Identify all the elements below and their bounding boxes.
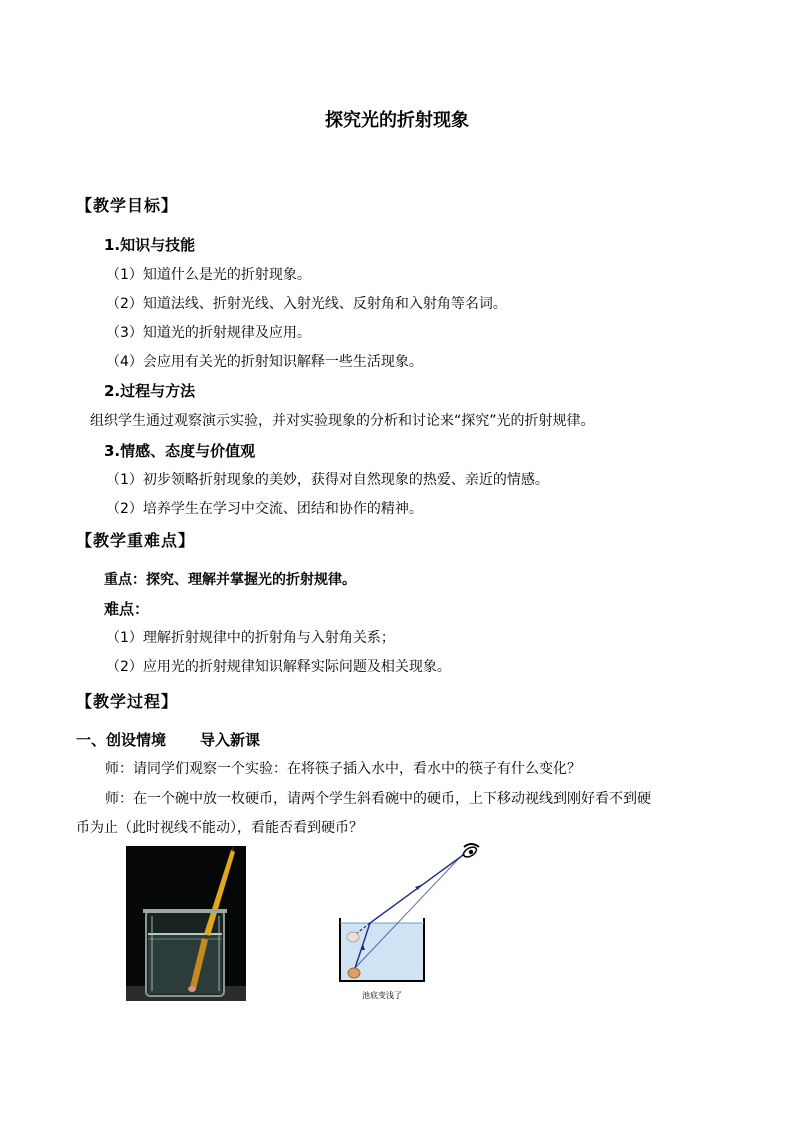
focus-line: 重点：探究、理解并掌握光的折射规律。 [104, 572, 356, 588]
section-heading-objectives: 【教学目标】 [76, 196, 179, 215]
list-item: （2）知道法线、折射光线、入射光线、反射角和入射角等名词。 [106, 296, 507, 312]
subheading-process: 2.过程与方法 [104, 382, 196, 400]
section-heading-process: 【教学过程】 [76, 692, 179, 711]
paragraph: 师：在一个碗中放一枚硬币，请两个学生斜看碗中的硬币，上下移动视线到刚好看不到硬 [105, 791, 651, 807]
pencil-in-water-photo [126, 846, 246, 1001]
paragraph: 币为止（此时视线不能动），看能否看到硬币？ [76, 820, 363, 836]
paragraph: 师：请同学们观察一个实验：在将筷子插入水中，看水中的筷子有什么变化？ [105, 761, 581, 777]
paragraph: 组织学生通过观察演示实验，并对实验现象的分析和讨论来“探究”光的折射规律。 [90, 413, 595, 429]
focus-text [104, 569, 356, 589]
list-item: （1）初步领略折射现象的美妙，获得对自然现象的热爱、亲近的情感。 [106, 472, 549, 488]
page-title: 探究光的折射现象 [325, 110, 469, 131]
list-item: （4）会应用有关光的折射知识解释一些生活现象。 [106, 354, 423, 370]
section-title-part1: 一、创设情境 [76, 731, 167, 749]
diagram-caption: 池底变浅了 [362, 991, 402, 1000]
list-item: （1）知道什么是光的折射现象。 [106, 267, 311, 283]
list-item: （2）培养学生在学习中交流、团结和协作的精神。 [106, 501, 423, 517]
subheading-values: 3.情感、态度与价值观 [104, 442, 256, 460]
section-heading-keypoints: 【教学重难点】 [76, 531, 196, 550]
list-item: （2）应用光的折射规律知识解释实际问题及相关现象。 [106, 659, 451, 675]
subheading-knowledge: 1.知识与技能 [104, 236, 196, 254]
list-item: （3）知道光的折射规律及应用。 [106, 325, 311, 341]
difficulty-label: 难点： [104, 600, 150, 618]
list-item: （1）理解折射规律中的折射角与入射角关系； [106, 630, 395, 646]
section-title-part2: 导入新课 [200, 731, 261, 749]
refraction-diagram [325, 840, 495, 1010]
section-title-intro [76, 729, 260, 750]
